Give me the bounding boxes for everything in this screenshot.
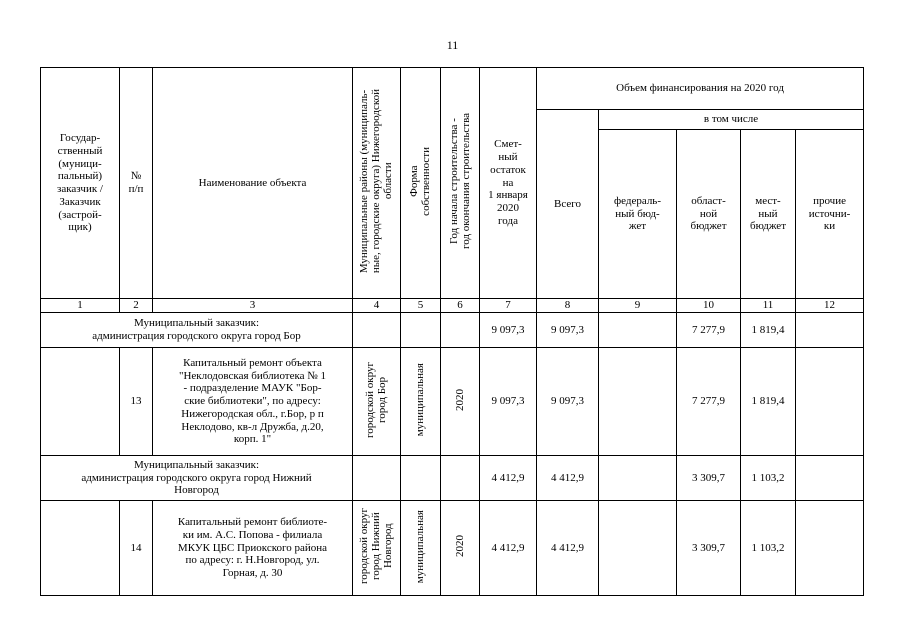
investment-program-table bbox=[40, 67, 864, 596]
remainder-cell: 9 097,3 bbox=[480, 348, 537, 456]
total-cell: 4 412,9 bbox=[537, 501, 599, 596]
header-district bbox=[353, 68, 401, 299]
years-cell bbox=[441, 501, 480, 596]
customer-group-row bbox=[41, 313, 864, 348]
total-cell: 4 412,9 bbox=[537, 456, 599, 501]
other-cell bbox=[796, 456, 864, 501]
federal-cell bbox=[599, 348, 677, 456]
local-cell: 1 819,4 bbox=[741, 348, 796, 456]
ownership-text: муниципальная bbox=[414, 509, 427, 583]
table-header bbox=[41, 68, 864, 313]
ownership-cell bbox=[401, 501, 441, 596]
column-number: 4 bbox=[353, 299, 401, 313]
local-cell: 1 103,2 bbox=[741, 456, 796, 501]
district-cell bbox=[353, 456, 401, 501]
header-estimate-remainder: Смет- ный остаток на 1 января 2020 года bbox=[480, 68, 537, 299]
column-number: 5 bbox=[401, 299, 441, 313]
column-number: 8 bbox=[537, 299, 599, 313]
column-number: 3 bbox=[153, 299, 353, 313]
column-number: 12 bbox=[796, 299, 864, 313]
column-number: 11 bbox=[741, 299, 796, 313]
column-number: 7 bbox=[480, 299, 537, 313]
customer-cell bbox=[41, 501, 120, 596]
local-cell: 1 819,4 bbox=[741, 313, 796, 348]
regional-cell: 3 309,7 bbox=[677, 501, 741, 596]
total-cell: 9 097,3 bbox=[537, 313, 599, 348]
object-name: Капитальный ремонт библиоте- ки им. А.С. Попова - филиала МКУК ЦБС Приокского района по адресу: г. Н.Новгород, ул. Горная, д. 30 bbox=[153, 501, 353, 596]
ownership-cell bbox=[401, 313, 441, 348]
column-number: 6 bbox=[441, 299, 480, 313]
other-cell bbox=[796, 348, 864, 456]
regional-cell: 7 277,9 bbox=[677, 348, 741, 456]
district-text: городской округ город Нижний Новгород bbox=[358, 508, 395, 585]
customer-name: Муниципальный заказчик: администрация городского округа город Бор bbox=[41, 313, 353, 348]
other-cell bbox=[796, 313, 864, 348]
header-local-budget: мест- ный бюджет bbox=[741, 130, 796, 299]
header-customer: Государ- ственный (муници- пальный) заказчик / Заказчик (застрой- щик) bbox=[41, 68, 120, 299]
column-number: 2 bbox=[120, 299, 153, 313]
header-ownership-text: Форма собственности bbox=[408, 146, 433, 216]
years-cell bbox=[441, 456, 480, 501]
years-text: 2020 bbox=[453, 535, 466, 558]
column-number: 9 bbox=[599, 299, 677, 313]
district-cell bbox=[353, 501, 401, 596]
header-funding-2020: Объем финансирования на 2020 год bbox=[537, 68, 864, 110]
header-object-name: Наименование объекта bbox=[153, 68, 353, 299]
column-number-row bbox=[41, 299, 864, 313]
ownership-cell bbox=[401, 348, 441, 456]
regional-cell: 3 309,7 bbox=[677, 456, 741, 501]
header-total: Всего bbox=[537, 110, 599, 299]
column-number: 10 bbox=[677, 299, 741, 313]
header-other-sources: прочие источни- ки bbox=[796, 130, 864, 299]
object-row bbox=[41, 348, 864, 456]
federal-cell bbox=[599, 313, 677, 348]
header-construction-years-text: Год начала строительства - год окончания строительства bbox=[447, 113, 472, 250]
years-text: 2020 bbox=[453, 388, 466, 411]
table-body bbox=[41, 313, 864, 596]
customer-group-row bbox=[41, 456, 864, 501]
header-district-text: Муниципальные районы (муниципаль- ные, городские округа) Нижегородской области bbox=[358, 89, 395, 274]
other-cell bbox=[796, 501, 864, 596]
customer-name: Муниципальный заказчик: администрация городского округа город Нижний Новгород bbox=[41, 456, 353, 501]
ownership-cell bbox=[401, 456, 441, 501]
header-federal-budget: федераль- ный бюд- жет bbox=[599, 130, 677, 299]
header-item-number: № п/п bbox=[120, 68, 153, 299]
total-cell: 9 097,3 bbox=[537, 348, 599, 456]
header-construction-years bbox=[441, 68, 480, 299]
column-number: 1 bbox=[41, 299, 120, 313]
federal-cell bbox=[599, 501, 677, 596]
page-number: 11 bbox=[446, 38, 459, 52]
remainder-cell: 4 412,9 bbox=[480, 456, 537, 501]
object-row bbox=[41, 501, 864, 596]
object-name: Капитальный ремонт объекта "Неклодовская библиотека № 1 - подразделение МАУК "Бор- ские библиотеки", по адресу: Нижегородская обл., г.Бор, р п Неклодово, кв-л Дружба, д.20, корп. 1" bbox=[153, 348, 353, 456]
district-cell bbox=[353, 348, 401, 456]
district-text: городской округ город Бор bbox=[364, 361, 389, 438]
item-number: 13 bbox=[120, 348, 153, 456]
customer-cell bbox=[41, 348, 120, 456]
item-number: 14 bbox=[120, 501, 153, 596]
federal-cell bbox=[599, 456, 677, 501]
district-cell bbox=[353, 313, 401, 348]
header-ownership bbox=[401, 68, 441, 299]
header-including: в том числе bbox=[599, 110, 864, 130]
years-cell bbox=[441, 313, 480, 348]
header-regional-budget: област- ной бюджет bbox=[677, 130, 741, 299]
years-cell bbox=[441, 348, 480, 456]
remainder-cell: 9 097,3 bbox=[480, 313, 537, 348]
local-cell: 1 103,2 bbox=[741, 501, 796, 596]
regional-cell: 7 277,9 bbox=[677, 313, 741, 348]
remainder-cell: 4 412,9 bbox=[480, 501, 537, 596]
ownership-text: муниципальная bbox=[414, 363, 427, 437]
